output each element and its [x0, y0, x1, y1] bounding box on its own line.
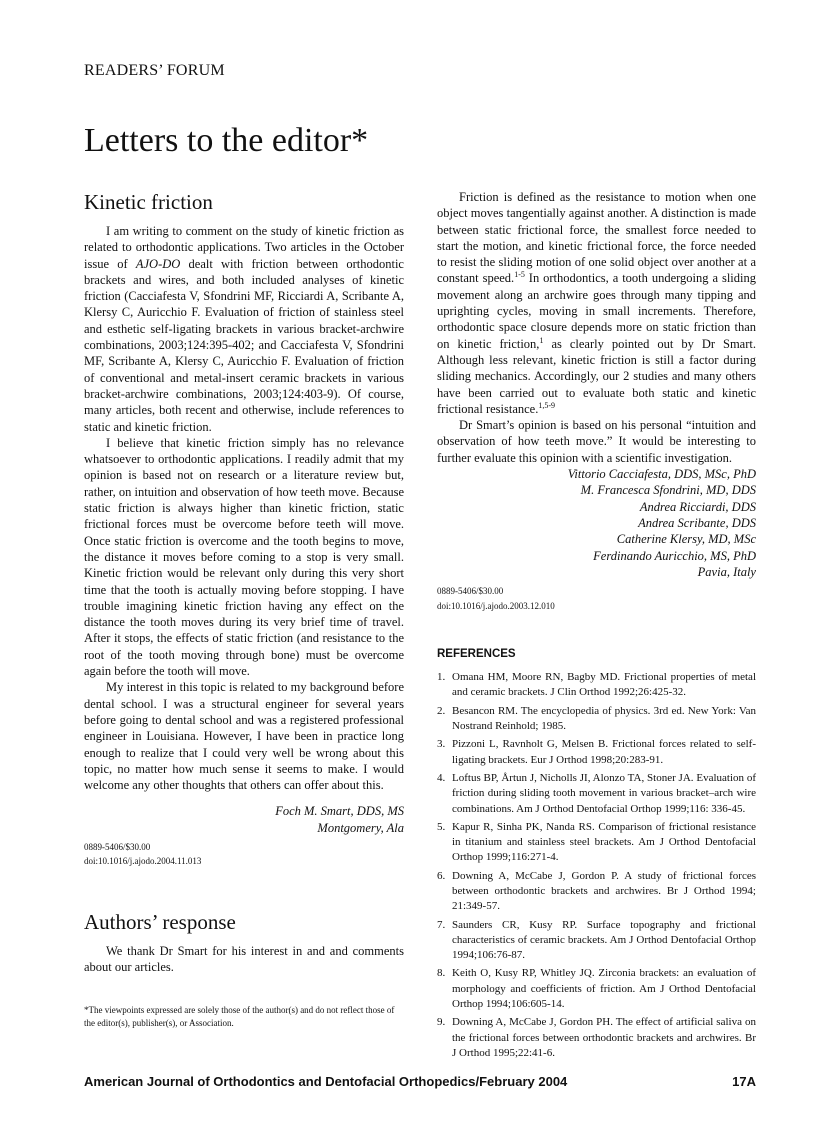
right-column	[437, 189, 756, 1064]
reference-text: Omana HM, Moore RN, Bagby MD. Frictional properties of metal and ceramic brackets. J Clin Orthod 1992;26:425-32.	[452, 671, 756, 699]
references	[437, 670, 756, 1064]
references-heading: REFERENCES	[437, 648, 516, 661]
letter-paragraph-2: I believe that kinetic friction simply has no relevance whatsoever to orthodontic applications. I readily admit that my opinion is based not on research or a literature review but, rather, on intuition and observation of how teeth move. Because static friction is always higher than kinetic friction, static frictional forces must be overcome before teeth will move. Once static friction is overcome and the tooth begins to move, the distance it moves before coming to a stop is very small. Kinetic friction would be relevant only during this very short time that the tooth is actually moving before stopping. I have trouble imagining kinetic friction having any effect on the distance the tooth moves during its very brief time of travel. After it stops, the effects of static friction (and resistance to the root of the tooth moving through bone) must be overcome again before the tooth will move.	[84, 435, 404, 679]
footnote: *The viewpoints expressed are solely those of the author(s) and do not reflect those of the editor(s), publisher(s), or Association.	[84, 1004, 395, 1028]
citation: 1	[539, 335, 544, 345]
author-name: Andrea Scribante, DDS	[638, 515, 756, 530]
reference-text: Saunders CR, Kusy RP. Surface topography and frictional characteristics of ceramic brackets. Am J Orthod Dentofacial Orthop 1994;106:76-87.	[452, 918, 756, 962]
page-number: 17A	[732, 1074, 756, 1090]
reference-item	[437, 820, 756, 866]
citation: 1-5	[514, 270, 525, 280]
letter-paragraph-1	[84, 223, 404, 435]
reference-item	[437, 737, 756, 768]
author-name: Vittorio Cacciafesta, DDS, MSc, PhD	[567, 467, 756, 482]
doi: doi:10.1016/j.ajodo.2004.11.013	[84, 856, 202, 867]
reference-item	[437, 966, 756, 1012]
response-body	[437, 189, 756, 466]
journal-name: AJO-DO	[135, 256, 181, 271]
text: Friction is defined as the resistance to motion when one object moves tangentially against another. A distinction is made between static frictional force, the smallest force needed to start the motion, and kinetic frictional force, the force needed to resist the sliding motion of one solid object over another at a constant speed.	[437, 190, 756, 286]
response-heading: Authors’ response	[84, 909, 236, 934]
page-title: Letters to the editor*	[84, 122, 369, 159]
reference-item	[437, 1015, 756, 1061]
issn: 0889-5406/$30.00	[437, 586, 504, 597]
text: as clearly pointed out by Dr Smart. Although less relevant, kinetic friction is still a factor during sliding mechanics. Accordingly, our 2 studies and many others have been carried out to evaluate both static and kinetic frictional resistance.	[437, 336, 756, 416]
reference-item	[437, 704, 756, 735]
reference-number: 5.	[437, 820, 446, 833]
author-location: Pavia, Italy	[697, 564, 756, 579]
reference-text: Pizzoni L, Ravnholt G, Melsen B. Frictional forces related to self-ligating brackets. Eur J Orthod 1998;20:283-91.	[452, 738, 756, 766]
reference-text: Downing A, McCabe J, Gordon PH. The effect of artificial saliva on the frictional forces between orthodontic brackets and archwires. Br J Orthod 1995;22:41-6.	[452, 1016, 756, 1059]
issn: 0889-5406/$30.00	[84, 841, 151, 852]
columns	[84, 189, 756, 1064]
author-name: Andrea Ricciardi, DDS	[639, 499, 756, 514]
response-ids	[437, 584, 756, 613]
reference-number: 7.	[437, 918, 446, 931]
letter-paragraph-3: My interest in this topic is related to my background before dental school. I was a structural engineer for several years before going to dental school and was a registered professional engineer in Louisiana. However, I have been in practice long enough to realize that I could very well be wrong about this topic, no matter how much sense it seems to make. I would welcome any other thoughts that others can offer about this.	[84, 680, 404, 793]
reference-text: Kapur R, Sinha PK, Nanda RS. Comparison of frictional resistance in titanium and stainless steel brackets. Am J Orthod Dentofacial Orthop 1999;116:271-4.	[452, 820, 756, 864]
reference-number: 9.	[437, 1016, 446, 1029]
section-label: READERS’ FORUM	[84, 62, 225, 79]
citation: 1,5-9	[538, 400, 556, 410]
reference-number: 2.	[437, 704, 446, 717]
left-column	[84, 189, 404, 1064]
reference-number: 6.	[437, 869, 446, 882]
reference-item	[437, 918, 756, 964]
response-paragraph-0: We thank Dr Smart for his interest in and and comments about our articles.	[84, 943, 404, 975]
reference-text: Keith O, Kusy RP, Whitley JQ. Zirconia brackets: an evaluation of morphology and coefficients of friction. Am J Orthod Dentofacial Orthop 1994;106:605-14.	[452, 967, 756, 1011]
letter-heading: Kinetic friction	[84, 190, 213, 214]
letter-signature	[84, 803, 404, 836]
page-footer	[84, 1074, 756, 1090]
author-location: Montgomery, Ala	[317, 820, 404, 835]
response-paragraph-1	[437, 189, 756, 417]
letter-body	[84, 223, 404, 793]
text: In orthodontics, a tooth undergoing a sliding movement along an archwire goes through many tipping and uprighting cycles, moving in small increments. Therefore, orthodontic space closure depends more on static friction than on kinetic friction,	[437, 271, 756, 351]
letter-ids	[84, 840, 404, 869]
reference-number: 3.	[437, 738, 446, 751]
reference-item	[437, 771, 756, 817]
reference-number: 4.	[437, 771, 446, 784]
reference-text: Loftus BP, Årtun J, Nicholls JI, Alonzo TA, Stoner JA. Evaluation of friction during sliding tooth movement in various bracket–arch wire combinations. Am J Orthod Dentofacial Orthop 1999;116: 336-45.	[452, 771, 756, 815]
author-name: Ferdinando Auricchio, MS, PhD	[593, 548, 756, 563]
response-paragraph-2: Dr Smart’s opinion is based on his personal “intuition and observation of how teeth move.” It would be interesting to further evaluate this opinion with a scientific investigation.	[437, 418, 756, 465]
author-name: Catherine Klersy, MD, MSc	[616, 532, 756, 547]
response-signature	[437, 466, 756, 580]
text: I am writing to comment on the study of kinetic friction as related to orthodontic applications. Two articles in the October issue of	[84, 224, 404, 271]
doi: doi:10.1016/j.ajodo.2003.12.010	[437, 600, 555, 611]
journal-issue: American Journal of Orthodontics and Dentofacial Orthopedics/February 2004	[84, 1074, 568, 1090]
author-name: M. Francesca Sfondrini, MD, DDS	[580, 483, 756, 498]
reference-number: 8.	[437, 967, 446, 980]
reference-text: Downing A, McCabe J, Gordon P. A study of frictional forces between orthodontic brackets and archwires. Br J Orthod 1994; 21:349-57.	[452, 869, 756, 913]
reference-item	[437, 869, 756, 915]
author-name: Foch M. Smart, DDS, MS	[275, 804, 404, 819]
reference-text: Besancon RM. The encyclopedia of physics. 3rd ed. New York: Van Nostrand Reinhold; 1985.	[452, 704, 756, 733]
text: dealt with friction between orthodontic brackets and wires, and both included analyses of kinetic friction (Cacciafesta V, Sfondrini MF, Ricciardi A, Scribante A, Klersy C, Auricchio F. Evaluation of friction of stainless steel and esthetic self-ligating brackets in various bracket-archwire combinations, 2003;124:395-402; and Cacciafesta V, Sfondrini MF, Scribante A, Klersy C, Auricchio F. Evaluation of friction of conventional and metal-insert ceramic brackets in various bracket-archwire combinations, 2003;124:403-9). Of course, many articles, both recent and otherwise, include references to static and kinetic friction.	[84, 256, 404, 434]
reference-number: 1.	[437, 671, 446, 684]
reference-item	[437, 670, 756, 701]
